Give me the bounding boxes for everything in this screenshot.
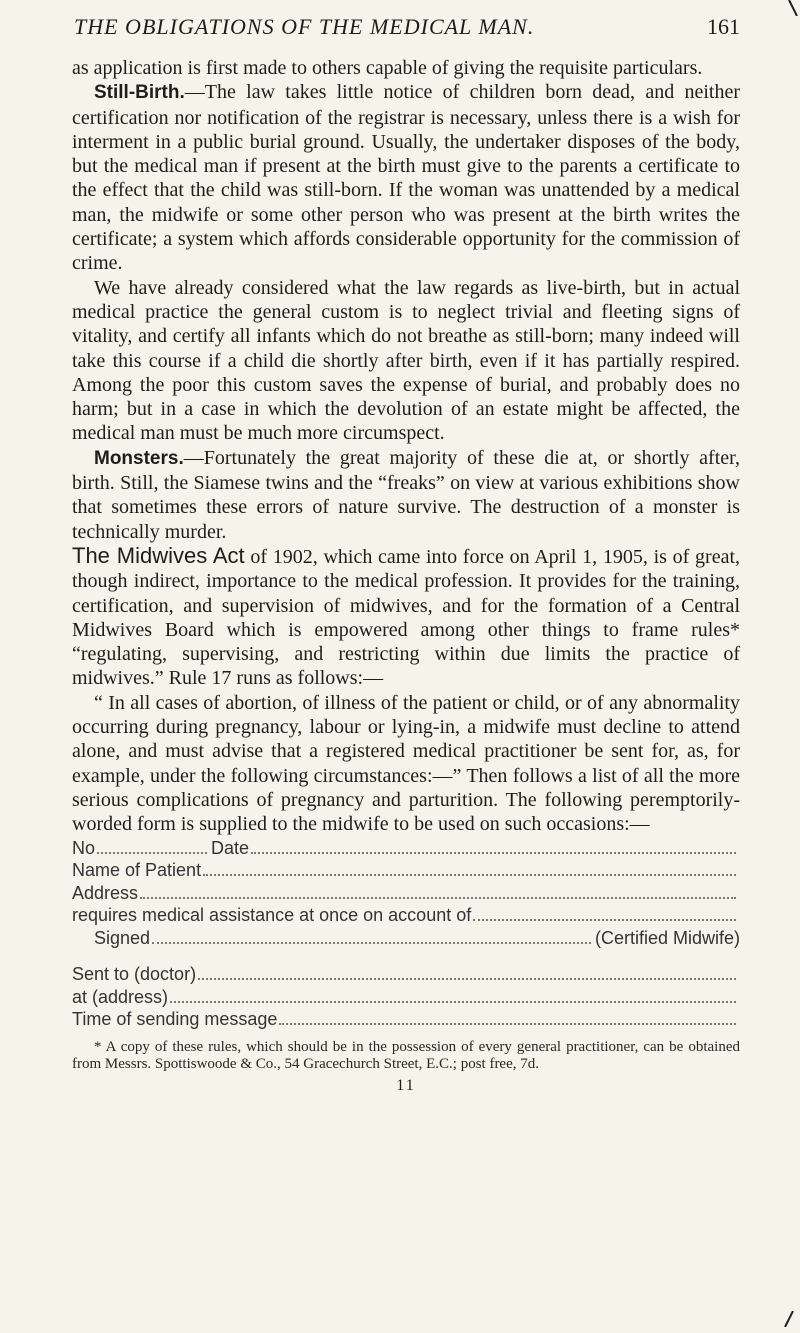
heading-midwives-act: The Midwives Act (72, 542, 245, 568)
running-title: THE OBLIGATIONS OF THE MEDICAL MAN. (74, 14, 535, 39)
monsters-text: —Fortunately the great majority of these die at, or shortly after, birth. Still, the Siamese twins and the “freaks” on view at various exhibitions show that sometimes these errors of nature survive. The destruction of a monster is technically murder. (72, 446, 740, 543)
form-certified-label: (Certified Midwife) (594, 927, 740, 948)
form-address-label: Address (72, 882, 139, 903)
form-line-address (72, 882, 740, 905)
page-corner-mark (788, 0, 798, 16)
form-no-label: No (72, 837, 96, 858)
form-signed-blank (152, 942, 591, 944)
paragraph-midwives-act (72, 544, 740, 691)
footnote-text: * A copy of these rules, which should be in the possession of every general practitioner, can be obtained from Messrs. Spottiswoode & Co., 54 Gracechurch Street, E.C.; post free, 7d. (72, 1038, 740, 1072)
paragraph-rule-17-quote: “ In all cases of abortion, of illness of the patient or child, or of any abnormality occurring during pregnancy, labour or lying-in, a midwife must decline to attend alone, and must advise that a registered medical practitioner be sent for, as, for example, under the following circumstances:—” Then follows a list of all the more serious complications of pregnancy and parturition. The following peremptorily-worded form is supplied to the midwife to be used on such occasions:— (72, 691, 740, 836)
form-at-blank (170, 1001, 736, 1003)
form-line-requires (72, 904, 740, 927)
heading-monsters: Monsters. (94, 447, 184, 469)
form-at-label: at (address) (72, 986, 169, 1007)
book-page (72, 0, 740, 1095)
form-line-no-date (72, 837, 740, 860)
form-name-blank (203, 874, 736, 876)
form-line-name (72, 859, 740, 882)
body-text (72, 56, 740, 837)
form-time-blank (279, 1023, 736, 1025)
midwife-form (72, 837, 740, 1031)
page-corner-mark-bottom (784, 1311, 794, 1327)
form-address-blank (140, 897, 736, 899)
form-signed-label: Signed (94, 927, 151, 948)
form-spacer (72, 949, 740, 963)
printer-signature-mark: 11 (396, 1076, 416, 1094)
page-number: 161 (707, 14, 740, 39)
paragraph-continuation: as application is first made to others capable of giving the requisite particulars. (72, 57, 703, 79)
form-no-blank (97, 852, 207, 854)
form-date-label: Date (211, 837, 250, 858)
form-line-time (72, 1008, 740, 1031)
form-requires-label: requires medical assistance at once on account of (72, 905, 472, 925)
heading-still-birth: Still-Birth. (94, 82, 185, 104)
form-date-blank (251, 852, 736, 854)
form-line-at-address (72, 986, 740, 1009)
form-requires-blank (473, 919, 736, 921)
footnote (72, 1039, 740, 1073)
paragraph-monsters (72, 446, 740, 544)
form-line-sent (72, 963, 740, 986)
paragraph-live-birth: We have already considered what the law regards as live-birth, but in actual medical practice the general custom is to neglect trivial and fleeting signs of vitality, and certify all infants which do not breathe as still-born; many indeed will take this course if a child die shortly after birth, even if it has partially respired. Among the poor this custom saves the expense of burial, and probably does no harm; but in a case in which the devolution of an estate might be affected, the medical man must be much more circumspect. (72, 276, 740, 445)
form-line-signed (72, 927, 740, 950)
form-name-label: Name of Patient (72, 860, 202, 880)
page-header (72, 0, 740, 56)
midwives-act-text: of 1902, which came into force on April 1, 1905, is of great, though indirect, importance to the medical profession. It provides for the training, certification, and supervision of midwives, and for the formation of a Central Midwives Board which is empowered among other things to frame rules* “regulating, supervising, and restricting within due limits the practice of midwives.” Rule 17 runs as follows:— (72, 545, 741, 690)
form-sent-label: Sent to (doctor) (72, 964, 197, 984)
form-sent-blank (198, 978, 736, 980)
form-time-label: Time of sending message (72, 1009, 278, 1029)
still-birth-text: —The law takes little notice of children born dead, and neither certification nor notification of the registrar is necessary, unless there is a wish for interment in a public burial ground. Usually, the undertaker disposes of the body, but the medical man if present at the birth must give to the parents a certificate to the effect that the child was still-born. If the woman was unattended by a medical man, the midwife or some other person who was present at the birth writes the certificate; a system which affords considerable opportunity for the commission of crime. (72, 81, 740, 275)
paragraph-still-birth (72, 80, 740, 275)
